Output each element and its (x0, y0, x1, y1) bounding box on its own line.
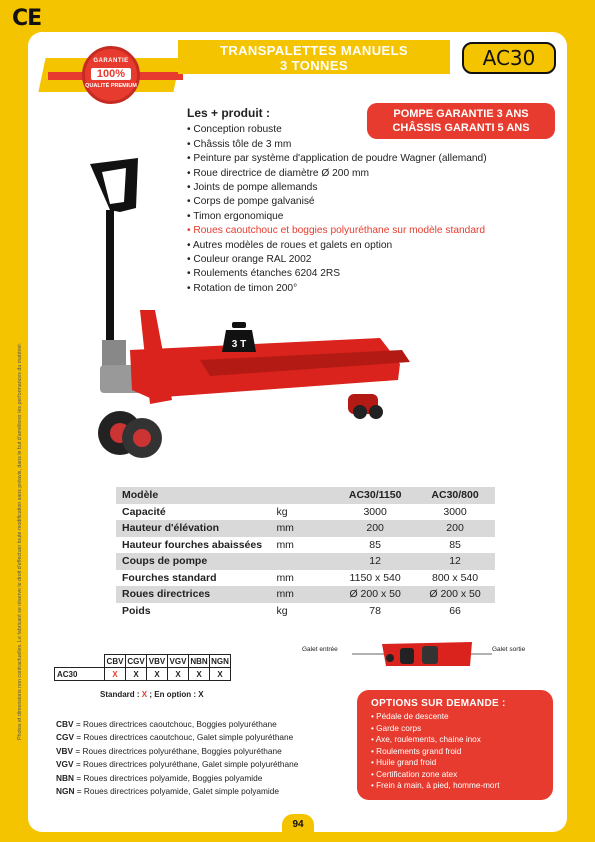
variant-header: NGN (211, 656, 229, 666)
spec-value-2: Ø 200 x 50 (415, 586, 495, 603)
variant-header: NBN (190, 656, 208, 666)
code-desc: = Roues directrices polyuréthane, Galet simple polyuréthane (73, 759, 299, 770)
spec-header-row (116, 487, 495, 504)
spec-unit: kg (276, 505, 288, 518)
spec-value-1: 1150 x 540 (349, 571, 401, 584)
feature-title: Les + produit : (187, 106, 271, 120)
code-desc: = Roues directrices polyamide, Galet simple polyamide (74, 786, 279, 797)
model-code-box: AC30 (462, 42, 556, 74)
fork-roller-image (352, 636, 492, 672)
code-legend (56, 718, 298, 798)
weight-icon (220, 320, 258, 354)
variant-cell: X (147, 668, 168, 681)
code-key: VGV (56, 759, 74, 770)
spec-value-1: Ø 200 x 50 (335, 586, 415, 603)
spec-value-1: 3000 (363, 505, 387, 518)
variant-header: VBV (147, 655, 168, 668)
variant-cell: X (126, 668, 147, 681)
spec-unit (270, 553, 335, 570)
variant-row-label: AC30 (55, 668, 105, 681)
code-desc: = Roues directrices caoutchouc, Galet simple polyuréthane (73, 732, 294, 743)
feature-item: • Timon ergonomique (187, 210, 537, 224)
pallet-truck-image (80, 150, 420, 470)
spec-header-col1: AC30/1150 (335, 487, 415, 504)
ce-mark: CE (12, 6, 42, 31)
feature-item: • Joints de pompe allemands (187, 181, 537, 195)
code-key: CBV (56, 719, 74, 729)
feature-item: • Roulements étanches 6204 2RS (187, 267, 537, 281)
spec-unit: kg (276, 604, 288, 617)
spec-unit: mm (276, 538, 294, 551)
variant-cell: X (189, 668, 210, 681)
variant-cell: X (210, 668, 231, 681)
spec-unit: mm (270, 586, 335, 603)
spec-label: Roues directrices (116, 586, 270, 603)
spec-label: Poids (122, 604, 151, 617)
options-title: OPTIONS SUR DEMANDE : (371, 698, 506, 709)
spec-label: Hauteur fourches abaissées (122, 538, 263, 551)
variant-table (54, 654, 231, 681)
spec-row (116, 586, 495, 603)
badge-top-text: GARANTIE (93, 58, 129, 64)
page-title (178, 40, 450, 74)
variant-cell-standard: X (105, 668, 126, 681)
quality-badge (42, 42, 177, 108)
legend-option-mark: X (198, 690, 204, 699)
spec-table (116, 487, 495, 619)
variant-header: CGV (127, 656, 145, 666)
feature-item: • Corps de pompe galvanisé (187, 195, 537, 209)
code-item (56, 785, 298, 798)
weight-label: 3 T (231, 339, 247, 350)
badge-percent: 100% (91, 68, 131, 80)
variant-corner (55, 655, 105, 668)
code-item (56, 745, 298, 758)
spec-value-1: 85 (369, 538, 381, 551)
variant-legend (100, 690, 204, 699)
spec-row (116, 520, 495, 537)
feature-item: • Châssis tôle de 3 mm (187, 138, 537, 152)
spec-row (116, 537, 495, 554)
option-item: • Garde corps (371, 723, 543, 735)
legend-mid: ; En option : (147, 690, 199, 699)
variant-cell: X (168, 668, 189, 681)
galet-exit-label: Galet sortie (492, 646, 526, 653)
spec-value-1: 78 (369, 604, 381, 617)
option-item: • Axe, roulements, chaine inox (371, 734, 543, 746)
badge-seal (82, 46, 140, 104)
spec-value-2: 3000 (443, 505, 467, 518)
spec-unit: mm (276, 571, 294, 584)
variant-header: CBV (105, 655, 126, 668)
variant-header: VGV (168, 655, 189, 668)
code-key: VBV (56, 745, 74, 756)
spec-value-2: 800 x 540 (431, 571, 479, 584)
feature-item: • Roue directrice de diamètre Ø 200 mm (187, 167, 537, 181)
side-disclaimer (10, 240, 24, 740)
spec-label: Hauteur d'élévation (116, 520, 270, 537)
feature-item: • Couleur orange RAL 2002 (187, 253, 537, 267)
spec-header-unit (270, 487, 335, 504)
spec-label: Capacité (122, 505, 166, 518)
option-item: • Roulements grand froid (371, 746, 543, 758)
spec-value-1: 12 (335, 553, 415, 570)
option-item: • Pédale de descente (371, 711, 543, 723)
spec-label: Coups de pompe (116, 553, 270, 570)
code-item (56, 758, 298, 771)
spec-value-2: 85 (449, 538, 461, 551)
guarantee-line-2: CHÂSSIS GARANTI 5 ANS (392, 122, 530, 134)
legend-prefix: Standard : (100, 690, 142, 699)
spec-value-2: 66 (449, 604, 461, 617)
legend-standard-mark: X (141, 690, 148, 699)
code-item (56, 731, 298, 744)
code-desc: = Roues directrices caoutchouc, Boggies polyuréthane (73, 719, 277, 729)
feature-item: • Peinture par système d'application de poudre Wagner (allemand) (187, 152, 537, 166)
spec-value-1: 200 (335, 520, 415, 537)
options-panel (357, 690, 553, 800)
spec-row (116, 553, 495, 570)
feature-item: • Autres modèles de roues et galets en option (187, 239, 537, 253)
feature-item-highlight: • Roues caoutchouc et boggies polyuréthane sur modèle standard (187, 224, 537, 238)
spec-row (116, 504, 495, 521)
variant-header-row (55, 655, 231, 668)
spec-header-label: Modèle (116, 487, 270, 504)
code-desc: = Roues directrices polyamide, Boggies polyamide (73, 772, 263, 783)
spec-value-2: 200 (415, 520, 495, 537)
galet-entry-label: Galet entrée (302, 646, 338, 653)
spec-header-col2: AC30/800 (415, 487, 495, 504)
title-line-1: TRANSPALETTES MANUELS (220, 43, 408, 58)
spec-row (116, 570, 495, 587)
option-item: • Huile grand froid (371, 757, 543, 769)
spec-row (116, 603, 495, 620)
code-item (56, 718, 298, 731)
code-desc: = Roues directrices polyuréthane, Boggies polyuréthane (73, 745, 282, 756)
guarantee-line-1: POMPE GARANTIE 3 ANS (393, 108, 529, 120)
code-key: CGV (56, 732, 74, 743)
feature-item: • Rotation de timon 200° (187, 282, 537, 296)
code-item (56, 772, 298, 785)
spec-label: Fourches standard (122, 571, 217, 584)
badge-bottom-text: QUALITÉ PREMIUM (85, 83, 137, 89)
spec-unit: mm (270, 520, 335, 537)
title-line-2: 3 TONNES (280, 58, 348, 73)
variant-row (55, 668, 231, 681)
option-item: • Certification zone atex (371, 769, 543, 781)
page-number: 94 (282, 814, 314, 836)
spec-value-2: 12 (415, 553, 495, 570)
feature-item: • Conception robuste (187, 123, 537, 137)
code-key: NBN (56, 772, 74, 783)
code-key: NGN (56, 786, 75, 797)
option-item: • Frein à main, à pied, homme-mort (371, 780, 543, 792)
side-disclaimer-text: Photos et dimensions non contractuelles. Le fabricant se réserve le droit d'effectuer toute modification sans préavis, dans le but d'améliorer les performances du matériel. (17, 342, 23, 740)
